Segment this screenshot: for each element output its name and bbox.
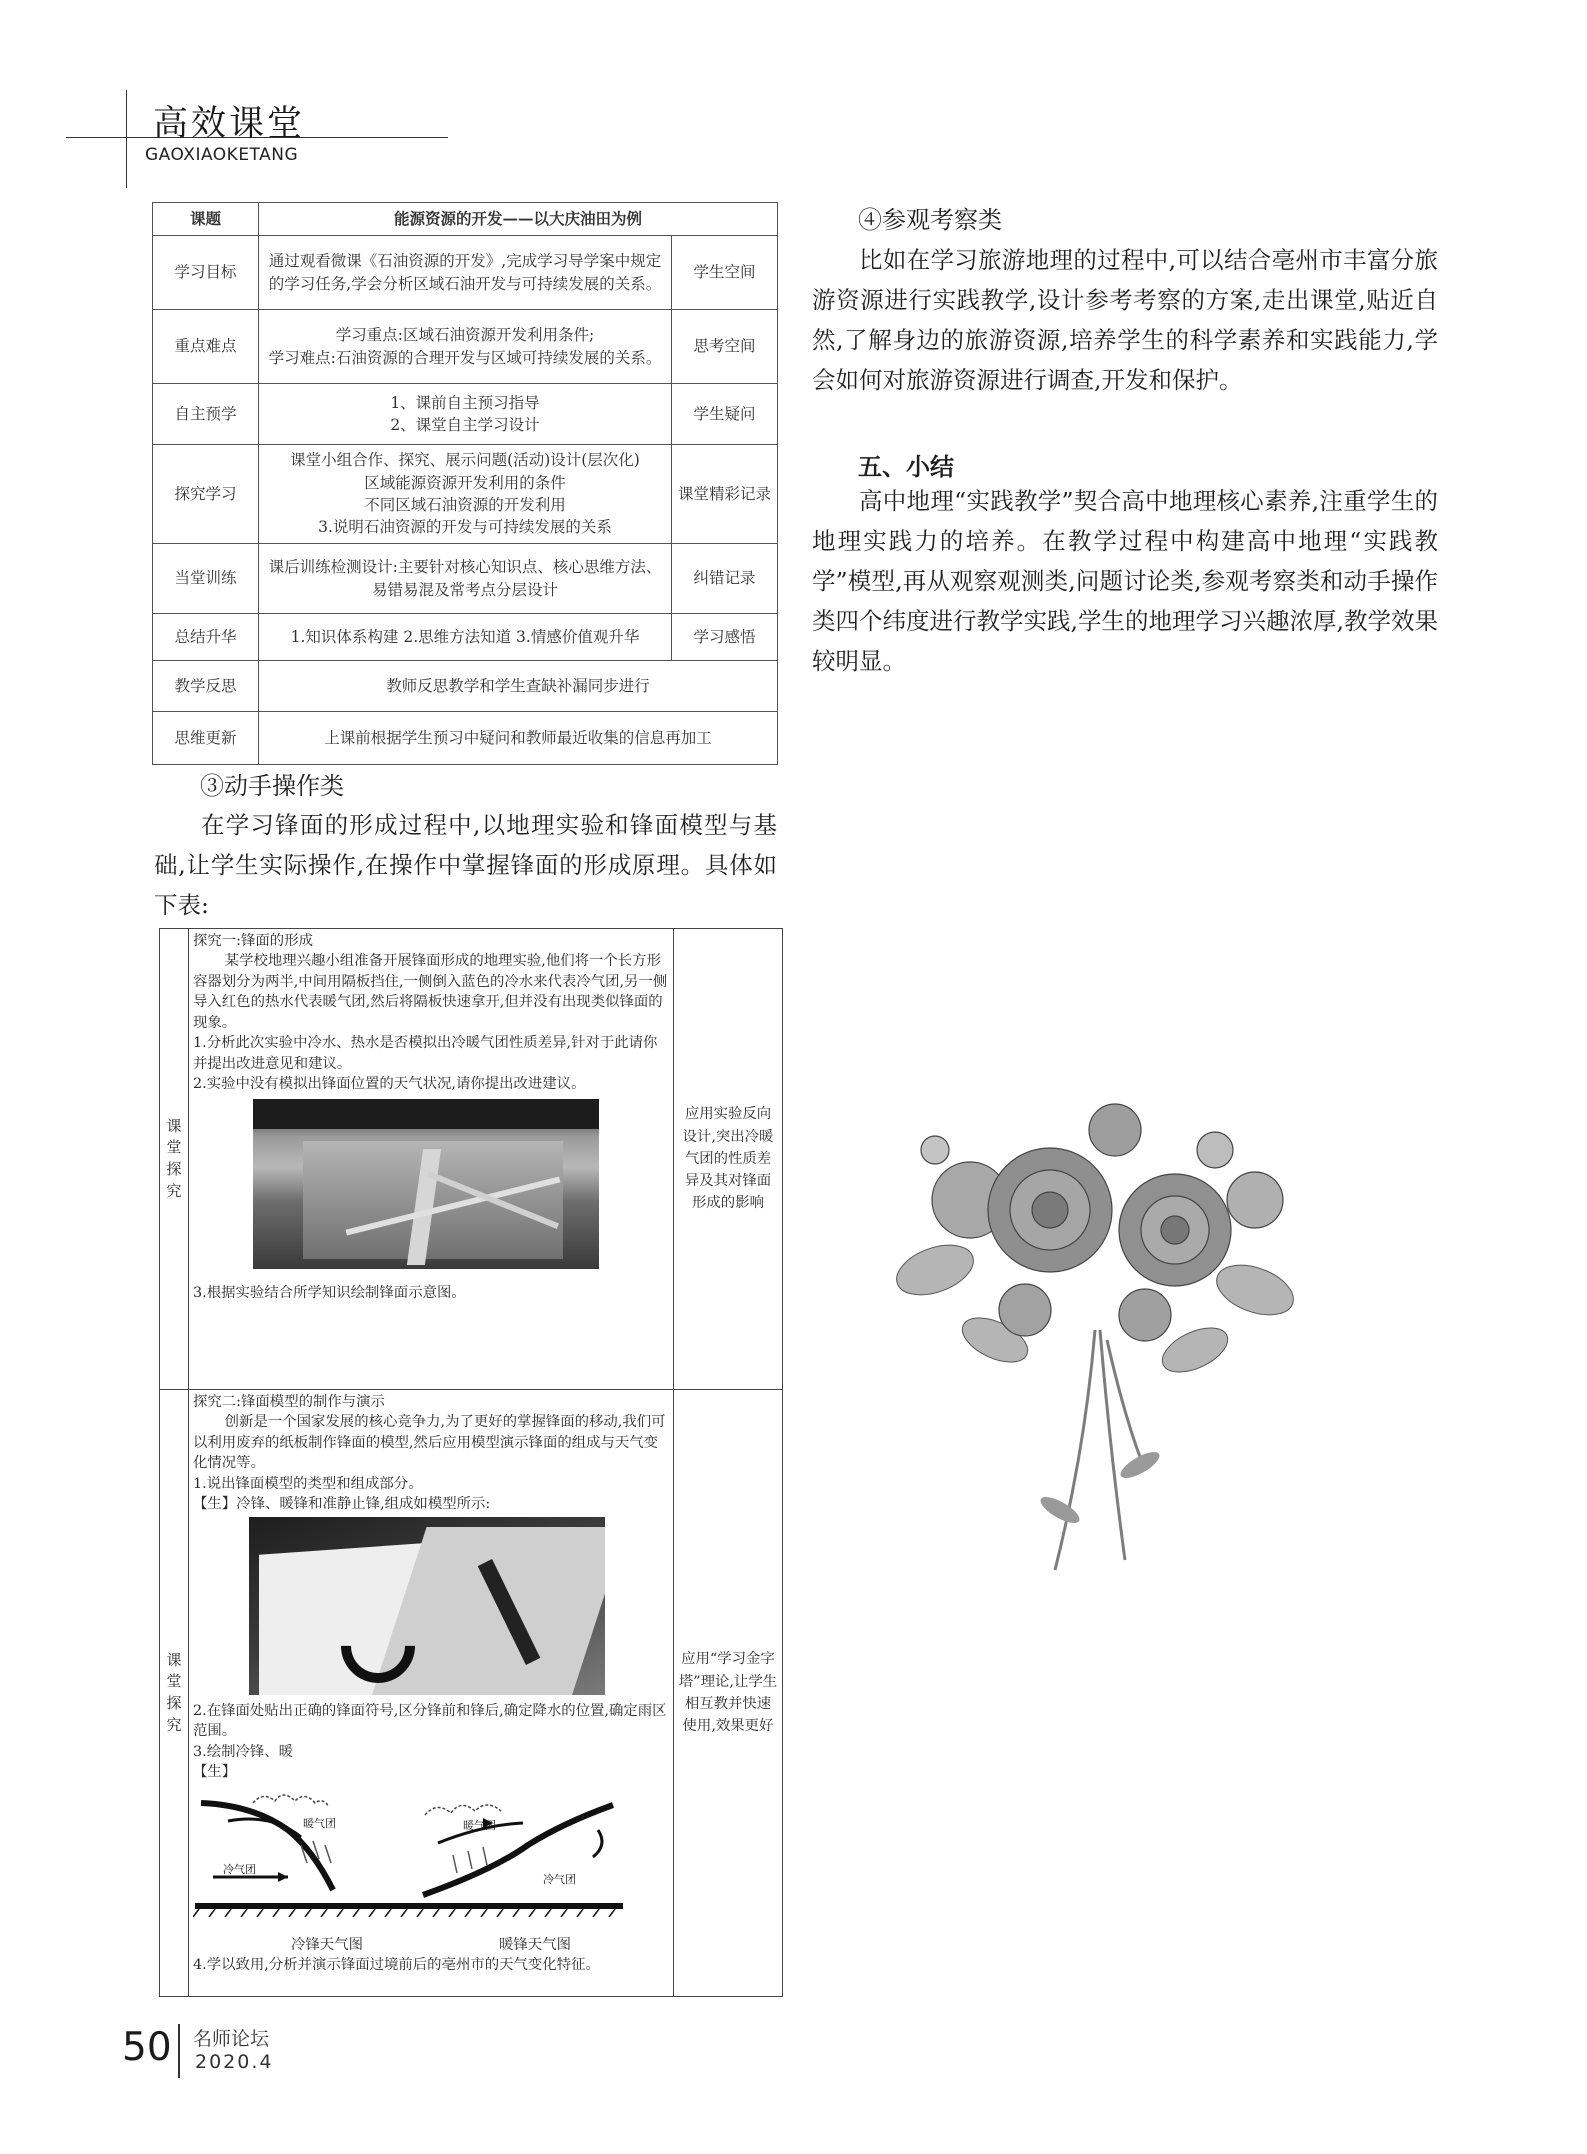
- row-label: 课堂探究: [160, 929, 189, 1390]
- row-note: 应用“学习金字塔”理论,让学生相互教并快速使用,效果更好: [674, 1390, 783, 1997]
- row-content: 课后训练检测设计:主要针对核心知识点、核心思维方法、易错易混及常考点分层设计: [259, 544, 672, 614]
- diagram-captions: [193, 1935, 669, 1955]
- cloud-outline: [253, 1795, 329, 1807]
- question: 3.绘制冷锋、暖: [193, 1743, 294, 1760]
- row-label: 总结升华: [153, 614, 259, 661]
- lesson-plan-table: [152, 202, 778, 765]
- row-note: 学习感悟: [672, 614, 778, 661]
- row-content: [189, 929, 674, 1390]
- section-subtitle: GAOXIAOKETANG: [145, 145, 299, 165]
- row-content: 学习重点:区域石油资源开发利用条件; 学习难点:石油资源的合理开发与区域可持续发展的关系。: [259, 310, 672, 384]
- row-note: 思考空间: [672, 310, 778, 384]
- question: 2.在锋面处贴出正确的锋面符号,区分锋前和锋后,确定降水的位置,确定雨区范围。: [193, 1702, 667, 1740]
- ground-line: [195, 1903, 623, 1909]
- row-note: 学生空间: [672, 236, 778, 310]
- inquiry-title: 探究二:锋面模型的制作与演示: [193, 1394, 385, 1410]
- caption-warm-front: 暖锋天气图: [499, 1936, 571, 1953]
- table-row: [160, 1390, 783, 1997]
- row-label: 重点难点: [153, 310, 259, 384]
- flower-bouquet-illustration: [875, 1090, 1325, 1590]
- table-row: [153, 445, 778, 544]
- diagram-label: 冷气团: [543, 1872, 576, 1886]
- inquiry-table: [159, 928, 783, 1997]
- question: 4.学以致用,分析并演示锋面过境前后的亳州市的天气变化特征。: [193, 1957, 600, 1974]
- row-content: [189, 1390, 674, 1997]
- table-row: [153, 310, 778, 384]
- table-row: [153, 614, 778, 661]
- front-weather-diagram: [193, 1785, 625, 1925]
- subheading-field-trip: ④参观考察类: [858, 206, 1002, 234]
- question: 3.根据实验结合所学知识绘制锋面示意图。: [193, 1284, 466, 1301]
- table-row: [153, 544, 778, 614]
- section-title: 高效课堂: [153, 104, 306, 144]
- row-note: 应用实验反向设计,突出冷暖气团的性质差异及其对锋面形成的影响: [674, 929, 783, 1390]
- magazine-name: 名师论坛: [193, 2028, 270, 2050]
- diagram-label: 暖气团: [463, 1818, 496, 1832]
- row-label: 自主预学: [153, 384, 259, 445]
- row-note: 课堂精彩记录: [672, 445, 778, 544]
- row-content: 教师反思教学和学生查缺补漏同步进行: [259, 661, 778, 712]
- table-row: [153, 384, 778, 445]
- question: 1.分析此次实验中冷水、热水是否模拟出冷暖气团性质差异,针对于此请你并提出改进意见和建议。: [193, 1035, 658, 1072]
- student-label: 【生】: [193, 1764, 237, 1781]
- paragraph-hands-on: 在学习锋面的形成过程中,以地理实验和锋面模型与基础,让学生实际操作,在操作中掌握锋面的形成原理。具体如下表:: [154, 811, 777, 919]
- cloud-outline: [425, 1805, 501, 1815]
- question: 1.说出锋面模型的类型和组成部分。: [193, 1475, 423, 1492]
- row-label: 课堂探究: [160, 1390, 189, 1997]
- row-label: 探究学习: [153, 445, 259, 544]
- inquiry-intro: 创新是一个国家发展的核心竞争力,为了更好的掌握锋面的移动,我们可以利用废弃的纸板制作锋面的模型,然后应用模型演示锋面的组成与天气变化情况等。: [193, 1414, 666, 1472]
- row-label: 学习目标: [153, 236, 259, 310]
- table-header-row: [153, 203, 778, 236]
- row-content: 上课前根据学生预习中疑问和教师最近收集的信息再加工: [259, 712, 778, 765]
- row-content: 1.知识体系构建 2.思维方法知道 3.情感价值观升华: [259, 614, 672, 661]
- paragraph-summary: 高中地理“实践教学”契合高中地理核心素养,注重学生的地理实践力的培养。在教学过程中构建高中地理“实践教学”模型,再从观察观测类,问题讨论类,参观考察类和动手操作类四个纬度进行教学实践,学生的地理学习兴趣浓厚,教学效果较明显。: [812, 487, 1438, 675]
- row-note: 学生疑问: [672, 384, 778, 445]
- diagram-label: 冷气团: [223, 1862, 256, 1876]
- front-model-photo: [249, 1517, 605, 1695]
- student-answer: 【生】冷锋、暖锋和准静止锋,组成如模型所示:: [193, 1496, 491, 1513]
- row-label: 当堂训练: [153, 544, 259, 614]
- row-label: 教学反思: [153, 661, 259, 712]
- question: 2.实验中没有模拟出锋面位置的天气状况,请你提出改进建议。: [193, 1076, 586, 1093]
- row-content: 通过观看微课《石油资源的开发》,完成学习导学案中规定的学习任务,学会分析区域石油开发与可持续发展的关系。: [259, 236, 672, 310]
- row-label: 思维更新: [153, 712, 259, 765]
- inquiry-title: 探究一:锋面的形成: [193, 933, 313, 949]
- warm-front-line: [423, 1805, 613, 1895]
- issue-date: 2020.4: [195, 2051, 274, 2073]
- subheading-hands-on: ③动手操作类: [200, 772, 344, 800]
- table-header-cell: 能源资源的开发——以大庆油田为例: [259, 203, 778, 236]
- subheading-summary: 五、小结: [858, 452, 954, 481]
- table-row: [153, 236, 778, 310]
- row-note: 纠错记录: [672, 544, 778, 614]
- paragraph-field-trip: 比如在学习旅游地理的过程中,可以结合亳州市丰富分旅游资源进行实践教学,设计参考考察的方案,走出课堂,贴近自然,了解身边的旅游资源,培养学生的科学素养和实践能力,学会如何对旅游资源进行调查,开发和保护。: [812, 246, 1438, 394]
- table-row: [153, 661, 778, 712]
- footer-divider: [178, 2024, 180, 2078]
- table-row: [160, 929, 783, 1390]
- row-content: 1、课前自主预习指导 2、课堂自主学习设计: [259, 384, 672, 445]
- table-header-cell: 课题: [153, 203, 259, 236]
- page-number: 50: [122, 2025, 172, 2070]
- inquiry-intro: 某学校地理兴趣小组准备开展锋面形成的地理实验,他们将一个长方形容器划分为两半,中间用隔板挡住,一侧倒入蓝色的冷水来代表冷气团,另一侧导入红色的热水代表暖气团,然后将隔板快速拿开,但并没有出现类似锋面的现象。: [193, 953, 668, 1031]
- diagram-label: 暖气团: [303, 1816, 336, 1830]
- experiment-photo: [253, 1099, 599, 1269]
- caption-cold-front: 冷锋天气图: [291, 1936, 363, 1953]
- header-vertical-rule: [126, 90, 127, 188]
- row-content: 课堂小组合作、探究、展示问题(活动)设计(层次化) 区域能源资源开发利用的条件 不同区域石油资源的开发利用 3.说明石油资源的开发与可持续发展的关系: [259, 445, 672, 544]
- table-row: [153, 712, 778, 765]
